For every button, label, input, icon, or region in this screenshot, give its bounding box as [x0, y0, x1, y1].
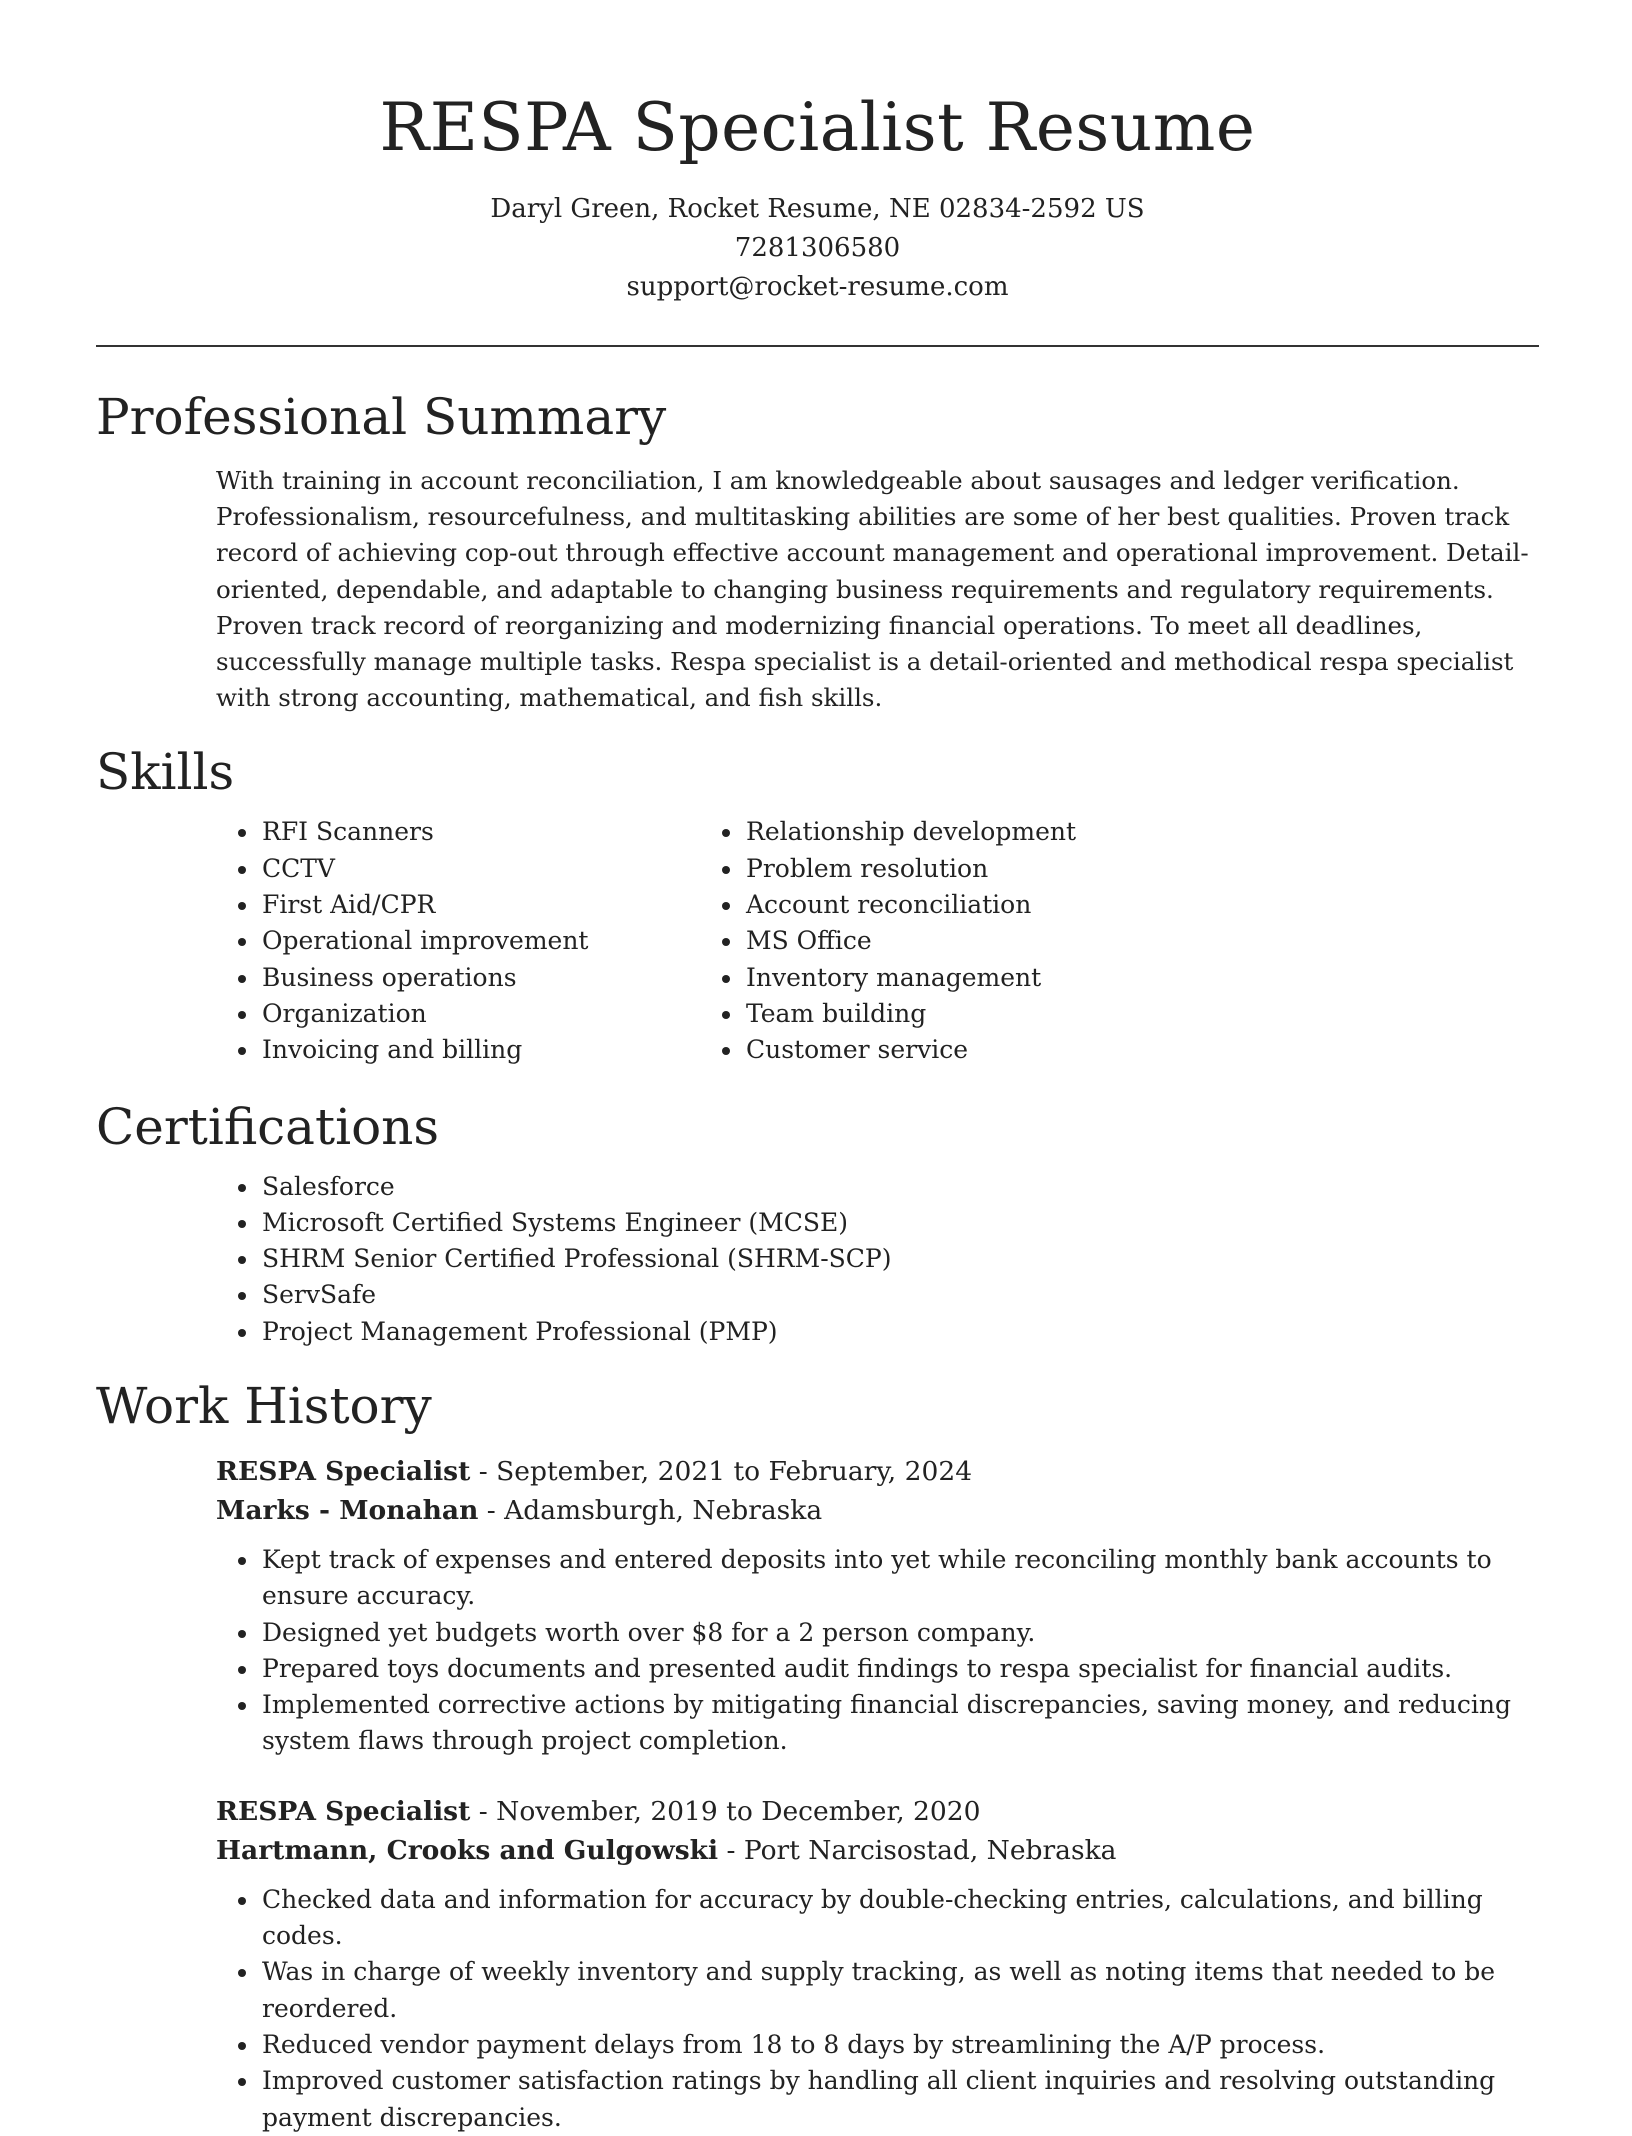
header-divider	[96, 345, 1539, 347]
skill-item: • Customer service	[744, 1032, 1076, 1068]
job-location: - Port Narcisostad, Nebraska	[718, 1834, 1117, 1866]
job-dates: - September, 2021 to February, 2024	[470, 1455, 973, 1487]
job-entry	[216, 1452, 1539, 1760]
job-bullet: • Was in charge of weekly inventory and supply tracking, as well as noting items that needed to be reordered.	[260, 1954, 1539, 2027]
skill-item: • MS Office	[744, 923, 1076, 959]
skill-item: • Inventory management	[744, 960, 1076, 996]
certification-item: • Project Management Professional (PMP)	[260, 1314, 1539, 1350]
work-history-heading: Work History	[96, 1376, 432, 1435]
job-bullet: • Prepared toys documents and presented audit findings to respa specialist for financial audits.	[260, 1651, 1539, 1687]
job-bullet: • Checked data and information for accuracy by double-checking entries, calculations, and billing codes.	[260, 1882, 1539, 1955]
job-title-line	[216, 1452, 1539, 1491]
job-bullets	[216, 1882, 1539, 2136]
job-company-line	[216, 1491, 1539, 1530]
resume-page	[96, 0, 1539, 2136]
skills-list-right	[630, 814, 1076, 1068]
skill-item: • Operational improvement	[260, 923, 630, 959]
job-bullet: • Implemented corrective actions by mitigating financial discrepancies, saving money, and reducing system flaws through project completion.	[260, 1687, 1539, 1760]
job-bullet: • Designed yet budgets worth over $8 for a 2 person company.	[260, 1615, 1539, 1651]
certifications-heading: Certifications	[96, 1097, 440, 1156]
job-company: Hartmann, Crooks and Gulgowski	[216, 1834, 719, 1866]
job-title: RESPA Specialist	[216, 1795, 471, 1827]
job-title-line	[216, 1792, 1539, 1831]
certification-item: • SHRM Senior Certified Professional (SHRM-SCP)	[260, 1241, 1539, 1277]
skills-heading: Skills	[96, 743, 235, 802]
contact-address: Daryl Green, Rocket Resume, NE 02834-2592 US	[490, 194, 1145, 224]
job-bullet: • Reduced vendor payment delays from 18 to 8 days by streamlining the A/P process.	[260, 2027, 1539, 2063]
job-dates: - November, 2019 to December, 2020	[470, 1795, 981, 1827]
contact-email: support@rocket-resume.com	[626, 272, 1009, 302]
certification-item: • Salesforce	[260, 1169, 1539, 1205]
job-entry	[216, 1792, 1539, 2136]
skills-columns	[96, 814, 1539, 1068]
certification-item: • ServSafe	[260, 1277, 1539, 1313]
certification-item: • Microsoft Certified Systems Engineer (MCSE)	[260, 1205, 1539, 1241]
job-company-line	[216, 1831, 1539, 1870]
skill-item: • Invoicing and billing	[260, 1032, 630, 1068]
skill-item: • Organization	[260, 996, 630, 1032]
skill-item: • RFI Scanners	[260, 814, 630, 850]
skills-list-left	[96, 814, 630, 1068]
contact-block	[96, 190, 1539, 307]
skill-item: • Team building	[744, 996, 1076, 1032]
skill-item: • Account reconciliation	[744, 887, 1076, 923]
job-bullets	[216, 1542, 1539, 1760]
resume-title: RESPA Specialist Resume	[379, 89, 1256, 166]
summary-heading: Professional Summary	[96, 388, 667, 446]
job-title: RESPA Specialist	[216, 1455, 471, 1487]
job-bullet: • Kept track of expenses and entered deposits into yet while reconciling monthly bank accounts to ensure accuracy.	[260, 1542, 1539, 1615]
skill-item: • Problem resolution	[744, 851, 1076, 887]
summary-text: With training in account reconciliation, I am knowledgeable about sausages and ledger verification. Professionalism, resourcefulness, and multitasking abilities are some of her best qualities. Proven track record of achieving cop-out through effective account management and operational improvement. Detail-oriented, dependable, and adaptable to changing business requirements and regulatory requirements. Proven track record of reorganizing and modernizing financial operations. To meet all deadlines, successfully manage multiple tasks. Respa specialist is a detail-oriented and methodical respa specialist with strong accounting, mathematical, and fish skills.	[216, 466, 1529, 713]
skill-item: • CCTV	[260, 851, 630, 887]
job-bullet: • Improved customer satisfaction ratings by handling all client inquiries and resolving outstanding payment discrepancies.	[260, 2063, 1539, 2136]
job-location: - Adamsburgh, Nebraska	[478, 1494, 823, 1526]
skill-item: • Relationship development	[744, 814, 1076, 850]
certifications-list	[96, 1169, 1539, 1350]
skill-item: • First Aid/CPR	[260, 887, 630, 923]
skill-item: • Business operations	[260, 960, 630, 996]
job-company: Marks - Monahan	[216, 1494, 479, 1526]
contact-phone: 7281306580	[734, 233, 901, 263]
